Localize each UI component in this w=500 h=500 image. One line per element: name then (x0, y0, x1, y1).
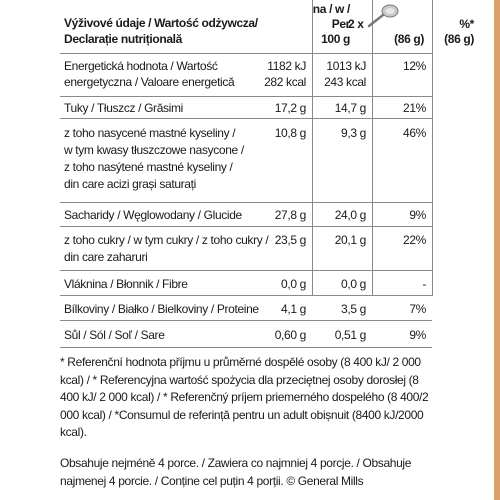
row-divider (60, 96, 432, 97)
serving-value: 0,0 g (341, 277, 366, 291)
row-divider (60, 118, 432, 119)
per100-header-line3: 100 g (321, 32, 350, 46)
pct-value: 9% (409, 328, 426, 342)
pct-header-line2: (86 g) (444, 32, 474, 46)
row-divider (60, 270, 432, 271)
row-divider (60, 295, 432, 296)
per100-header-line2: Per (331, 17, 350, 31)
serving-header-line2: (86 g) (394, 32, 424, 46)
per100-value: 0,60 g (274, 328, 306, 342)
row-divider (60, 226, 432, 227)
per100-value: 4,1 g (281, 302, 306, 316)
pct-value: 12% (403, 59, 426, 73)
nutrient-label: Tuky / Tłuszcz / Grăsimi (64, 101, 183, 115)
nutrient-label: Sůl / Sól / Soľ / Sare (64, 328, 165, 342)
per100-value: 23,5 g (274, 233, 306, 247)
pct-value: - (422, 277, 426, 291)
pct-value: 46% (403, 126, 426, 140)
per100-value: 27,8 g (274, 208, 306, 222)
nutrition-label (60, 0, 492, 500)
serving-header-line1: 2 x (348, 17, 364, 31)
nutrient-label: Energetická hodnota / Wartość (64, 59, 218, 73)
serving-value: 1013 kJ (326, 59, 366, 73)
reference-intake-footnote: * Referenční hodnota příjmu u průměrné dospělé osoby (8 400 kJ/ 2 000 kcal) / * Referencyjna wartość spożycia dla przeciętnej osoby dorosłej (8 400 kJ/ 2 000 kcal) / * Referenčný príjem priemerného dospelého (8 400/2 000 kcal) / *Consumul de referință pentru un adult obișnuit (8400 kJ/2000 kcal). (60, 355, 429, 439)
spoon-icon (366, 2, 400, 28)
serving-value: 20,1 g (334, 233, 366, 247)
serving-value: 243 kcal (324, 75, 366, 89)
pct-header-line1: %* (459, 17, 474, 31)
row-divider (60, 202, 432, 203)
nutrient-label: Sacharidy / Węglowodany / Glucide (64, 208, 242, 222)
nutrient-label: din care acizi grași saturați (64, 177, 196, 191)
pct-value: 21% (403, 101, 426, 115)
row-divider (60, 53, 432, 54)
nutrient-label: z toho nasýtené mastné kyseliny / (64, 160, 233, 174)
nutrient-label: energetyczna / Valoare energetică (64, 75, 235, 89)
serving-value: 14,7 g (334, 101, 366, 115)
pct-value: 7% (409, 302, 426, 316)
serving-value: 0,51 g (334, 328, 366, 342)
per100-value: 17,2 g (274, 101, 306, 115)
per100-value: 282 kcal (264, 75, 306, 89)
table-title: Výživové údaje / Wartość odżywcza/ (64, 16, 258, 30)
table-title-secondary: Declarație nutrițională (64, 32, 182, 46)
nutrient-label: w tym kwasy tłuszczowe nasycone / (64, 143, 244, 157)
serving-value: 9,3 g (341, 126, 366, 140)
nutrient-label: din care zaharuri (64, 250, 148, 264)
per100-value: 0,0 g (281, 277, 306, 291)
pct-value: 22% (403, 233, 426, 247)
portions-note: Obsahuje nejméně 4 porce. / Zawiera co najmniej 4 porcje. / Obsahuje najmenej 4 porcie. / Conține cel puțin 4 porții. © General Mills (60, 456, 412, 488)
serving-value: 24,0 g (334, 208, 366, 222)
nutrient-label: z toho nasycené mastné kyseliny / (64, 126, 236, 140)
serving-value: 3,5 g (341, 302, 366, 316)
per100-header-line1: na / w / (312, 2, 350, 16)
pct-value: 9% (409, 208, 426, 222)
row-divider (60, 347, 432, 348)
nutrient-label: Vláknina / Błonnik / Fibre (64, 277, 188, 291)
per100-value: 1182 kJ (267, 59, 306, 73)
row-divider (60, 320, 432, 321)
nutrient-label: Bílkoviny / Białko / Bielkoviny / Proteine (64, 302, 259, 316)
nutrient-label: z toho cukry / w tym cukry / z toho cukry / (64, 233, 269, 247)
per100-value: 10,8 g (274, 126, 306, 140)
package-edge (494, 0, 500, 500)
